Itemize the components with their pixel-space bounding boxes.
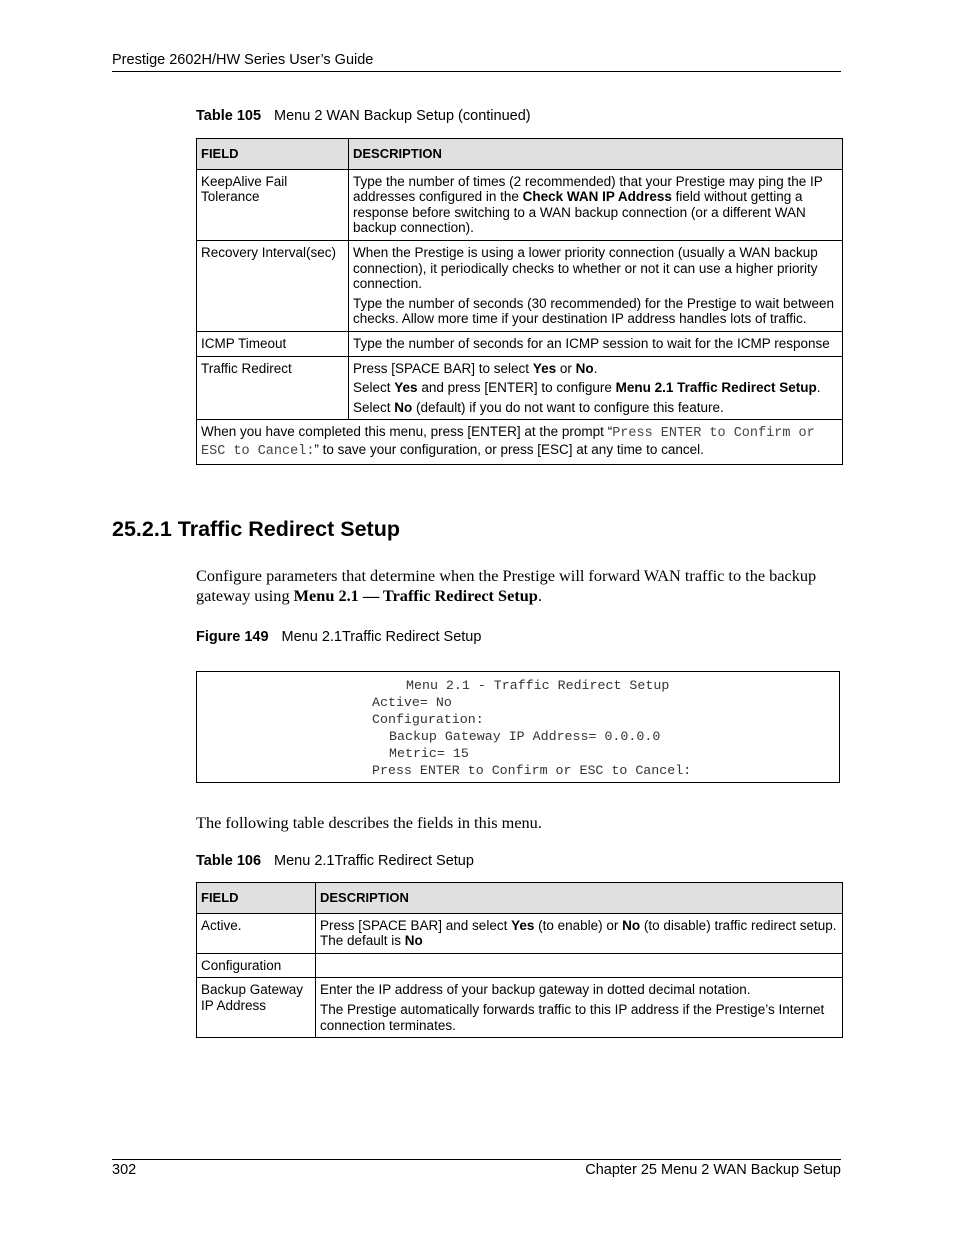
running-header: Prestige 2602H/HW Series User’s Guide <box>112 52 374 68</box>
table-footer-note: When you have completed this menu, press [ENTER] at the prompt “Press ENTER to Confirm or ESC to Cancel:” to save your configuration, or press [ESC] at any time to cancel. <box>197 420 843 464</box>
intro-paragraph: Configure parameters that determine when the Prestige will forward WAN traffic to the backup gateway using Menu 2.1 — Traffic Redirect Setup. <box>196 566 817 605</box>
field-cell: KeepAlive Fail Tolerance <box>197 169 349 240</box>
column-header-field: FIELD <box>197 883 316 914</box>
table-row <box>197 913 843 953</box>
screen-line-active: Active= No <box>372 695 452 710</box>
description-cell <box>316 953 843 978</box>
column-header-description: DESCRIPTION <box>349 139 843 170</box>
field-cell: Backup Gateway IP Address <box>197 978 316 1038</box>
section-heading: 25.2.1 Traffic Redirect Setup <box>112 517 400 541</box>
table-header-row <box>197 139 843 170</box>
description-cell: When the Prestige is using a lower priority connection (usually a WAN backup connection), it periodically checks to whether or not it can use a higher priority connection. Type the number of seconds (30 recommended) for the Prestige to wait between checks. Allow more time if your destination IP address handles lots of traffic. <box>349 240 843 331</box>
column-header-field: FIELD <box>197 139 349 170</box>
screen-line-metric: Metric= 15 <box>389 746 469 761</box>
table-footer-row <box>197 420 843 464</box>
table-105-title: Menu 2 WAN Backup Setup (continued) <box>274 108 531 124</box>
chapter-footer: Chapter 25 Menu 2 WAN Backup Setup <box>585 1162 841 1178</box>
screen-line-backup-gateway: Backup Gateway IP Address= 0.0.0.0 <box>389 729 661 744</box>
field-cell: ICMP Timeout <box>197 331 349 356</box>
figure-149-label: Figure 149 <box>196 629 269 645</box>
table-105-caption <box>196 108 531 124</box>
table-row <box>197 240 843 331</box>
table-header-row <box>197 883 843 914</box>
menu-screen <box>196 671 840 783</box>
page-number: 302 <box>112 1162 137 1178</box>
table-row <box>197 953 843 978</box>
footer-rule <box>112 1159 841 1160</box>
table-106-caption <box>196 853 474 869</box>
table-106-label: Table 106 <box>196 853 262 869</box>
table-row <box>197 978 843 1038</box>
figure-149-title: Menu 2.1Traffic Redirect Setup <box>281 629 482 645</box>
field-cell: Traffic Redirect <box>197 356 349 420</box>
field-cell: Recovery Interval(sec) <box>197 240 349 331</box>
table-row <box>197 331 843 356</box>
description-cell: Press [SPACE BAR] and select Yes (to enable) or No (to disable) traffic redirect setup. The default is No <box>316 913 843 953</box>
table-106 <box>196 882 843 1038</box>
table-105-label: Table 105 <box>196 108 262 124</box>
description-cell: Type the number of times (2 recommended) that your Prestige may ping the IP addresses configured in the Check WAN IP Address field without getting a response before switching to a WAN backup connection (or a different WAN backup connection). <box>349 169 843 240</box>
field-cell: Active. <box>197 913 316 953</box>
screen-line-configuration: Configuration: <box>372 712 484 727</box>
screen-line-prompt: Press ENTER to Confirm or ESC to Cancel: <box>372 763 692 778</box>
table-105 <box>196 138 843 465</box>
description-cell: Type the number of seconds for an ICMP session to wait for the ICMP response <box>349 331 843 356</box>
header-rule <box>112 71 841 72</box>
following-text: The following table describes the fields in this menu. <box>196 813 542 832</box>
figure-149-caption <box>196 629 481 645</box>
description-cell: Enter the IP address of your backup gateway in dotted decimal notation. The Prestige automatically forwards traffic to this IP address if the Prestige’s Internet connection terminates. <box>316 978 843 1038</box>
table-row <box>197 169 843 240</box>
table-106-title: Menu 2.1Traffic Redirect Setup <box>274 853 474 869</box>
screen-line-title: Menu 2.1 - Traffic Redirect Setup <box>406 678 670 693</box>
description-cell: Press [SPACE BAR] to select Yes or No. Select Yes and press [ENTER] to configure Menu 2.1 Traffic Redirect Setup. Select No (default) if you do not want to configure this feature. <box>349 356 843 420</box>
column-header-description: DESCRIPTION <box>316 883 843 914</box>
table-row <box>197 356 843 420</box>
field-cell: Configuration <box>197 953 316 978</box>
